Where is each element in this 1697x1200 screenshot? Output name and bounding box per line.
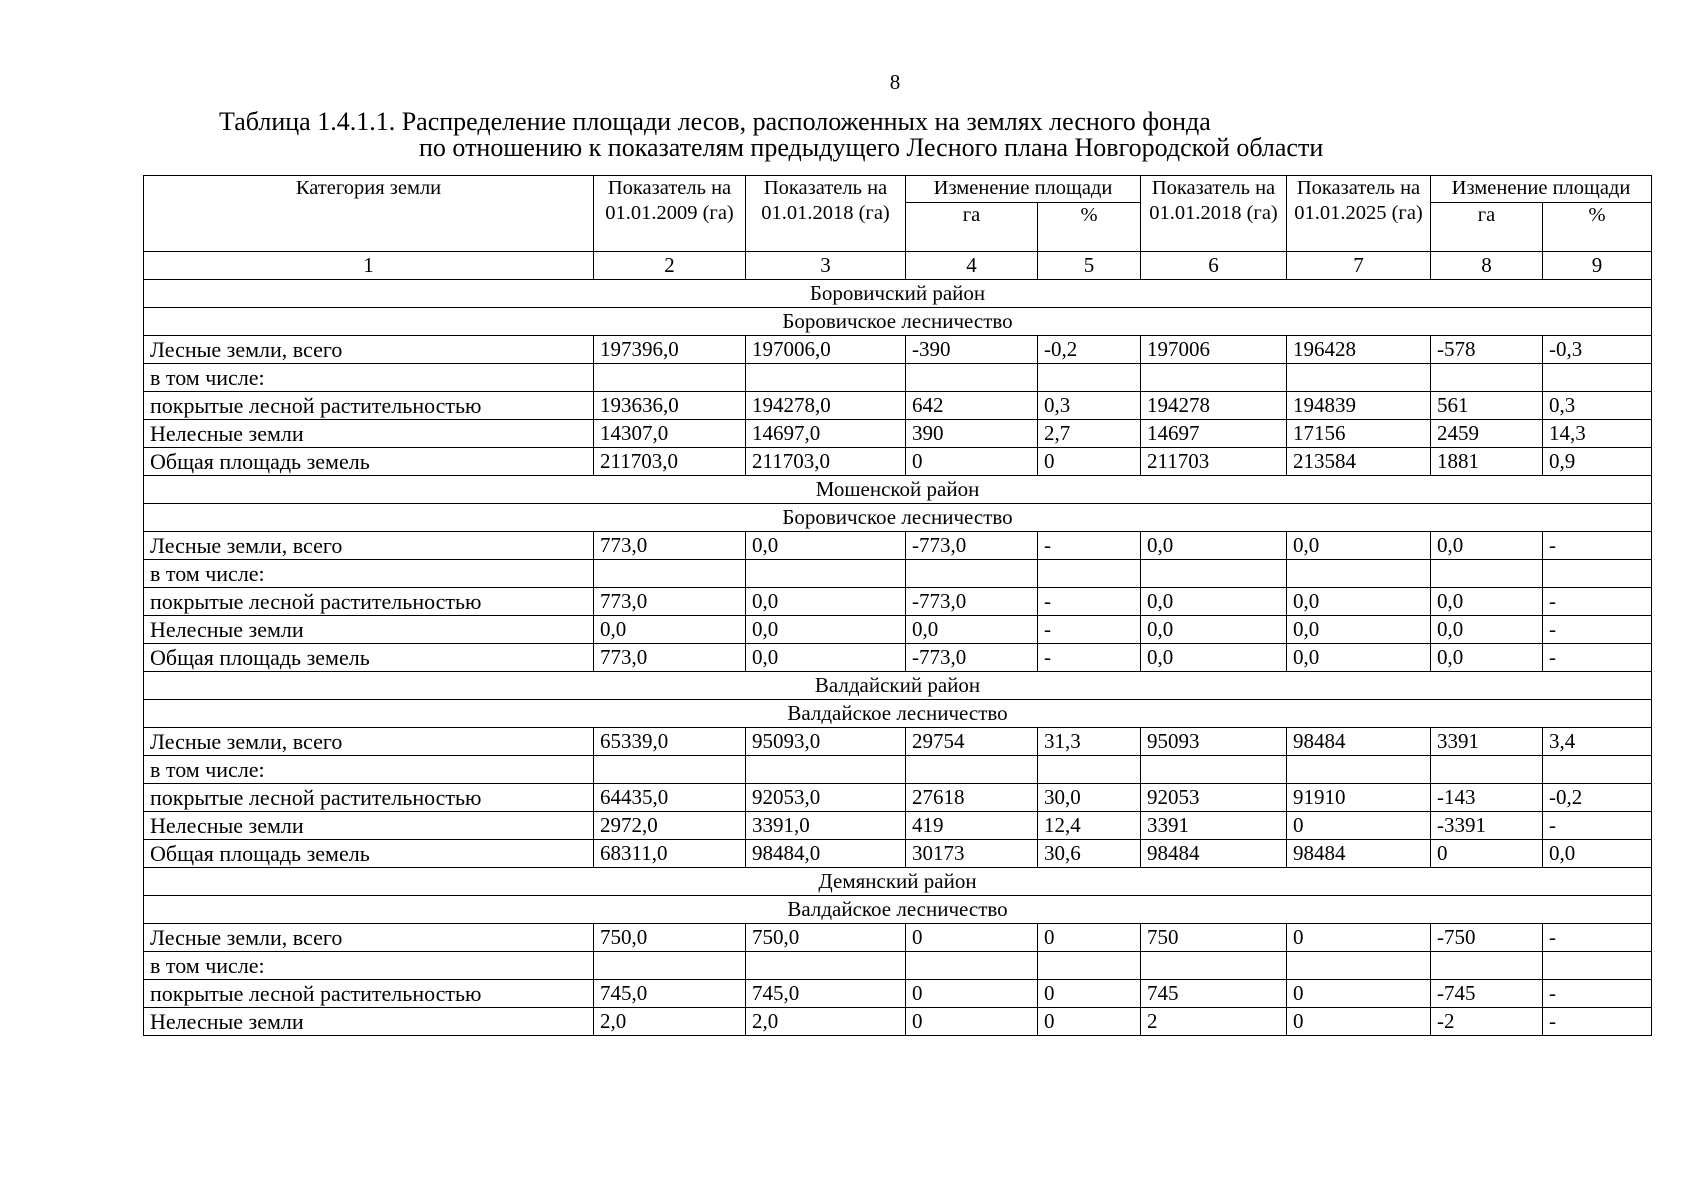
- column-number: 5: [1038, 252, 1141, 280]
- value-cell: -: [1038, 532, 1141, 560]
- value-cell: 0: [1287, 924, 1431, 952]
- value-cell: -: [1038, 616, 1141, 644]
- value-cell: 3,4: [1543, 728, 1652, 756]
- table-row: [144, 644, 1652, 672]
- header-percent-2: %: [1543, 203, 1652, 252]
- value-cell: 0,0: [594, 616, 746, 644]
- district-name: Демянский район: [144, 868, 1652, 896]
- table-row: [144, 952, 1652, 980]
- value-cell: 17156: [1287, 420, 1431, 448]
- forestry-name: Боровичское лесничество: [144, 308, 1652, 336]
- value-cell: 197006: [1141, 336, 1287, 364]
- value-cell: 29754: [906, 728, 1038, 756]
- value-cell: [1543, 952, 1652, 980]
- value-cell: 0,0: [1431, 616, 1543, 644]
- value-cell: [1141, 756, 1287, 784]
- value-cell: 0,0: [1141, 588, 1287, 616]
- value-cell: 0: [1038, 924, 1141, 952]
- header-row: [144, 176, 1652, 203]
- table-row: [144, 1008, 1652, 1036]
- header-indicator-2009: Показатель на 01.01.2009 (га): [594, 176, 746, 252]
- value-cell: 194839: [1287, 392, 1431, 420]
- value-cell: [746, 952, 906, 980]
- table-row: [144, 588, 1652, 616]
- value-cell: [1543, 560, 1652, 588]
- value-cell: 30,6: [1038, 840, 1141, 868]
- value-cell: [594, 952, 746, 980]
- land-category-cell: Лесные земли, всего: [144, 924, 594, 952]
- value-cell: [594, 364, 746, 392]
- value-cell: -: [1543, 980, 1652, 1008]
- value-cell: 2,7: [1038, 420, 1141, 448]
- table-row: [144, 728, 1652, 756]
- forestry-name: Валдайское лесничество: [144, 896, 1652, 924]
- value-cell: [1038, 952, 1141, 980]
- value-cell: [906, 364, 1038, 392]
- forest-area-table: [143, 175, 1652, 1036]
- land-category-cell: Общая площадь земель: [144, 644, 594, 672]
- table-row: [144, 364, 1652, 392]
- value-cell: 0: [1431, 840, 1543, 868]
- value-cell: -3391: [1431, 812, 1543, 840]
- value-cell: 0,0: [1287, 616, 1431, 644]
- value-cell: 0,0: [746, 616, 906, 644]
- value-cell: 745: [1141, 980, 1287, 1008]
- land-category-cell: в том числе:: [144, 952, 594, 980]
- value-cell: [746, 560, 906, 588]
- value-cell: 211703,0: [594, 448, 746, 476]
- land-category-cell: покрытые лесной растительностью: [144, 980, 594, 1008]
- table-row: [144, 532, 1652, 560]
- value-cell: -: [1543, 532, 1652, 560]
- table-row: [144, 784, 1652, 812]
- value-cell: 0: [1038, 448, 1141, 476]
- value-cell: 0: [906, 448, 1038, 476]
- column-number: 6: [1141, 252, 1287, 280]
- value-cell: 98484: [1141, 840, 1287, 868]
- value-cell: 0,0: [1141, 644, 1287, 672]
- value-cell: -: [1543, 924, 1652, 952]
- value-cell: 27618: [906, 784, 1038, 812]
- column-number: 1: [144, 252, 594, 280]
- land-category-cell: Общая площадь земель: [144, 448, 594, 476]
- table-row: [144, 560, 1652, 588]
- header-area-change-2: Изменение площади: [1431, 176, 1652, 203]
- value-cell: 0: [1038, 980, 1141, 1008]
- land-category-cell: Нелесные земли: [144, 812, 594, 840]
- forestry-row: [144, 896, 1652, 924]
- table-row: [144, 616, 1652, 644]
- land-category-cell: в том числе:: [144, 364, 594, 392]
- value-cell: 0: [1287, 1008, 1431, 1036]
- value-cell: 773,0: [594, 588, 746, 616]
- value-cell: 0: [1287, 812, 1431, 840]
- value-cell: 0: [906, 924, 1038, 952]
- value-cell: 0,3: [1038, 392, 1141, 420]
- value-cell: 31,3: [1038, 728, 1141, 756]
- value-cell: 0,9: [1543, 448, 1652, 476]
- value-cell: 0,0: [1431, 588, 1543, 616]
- value-cell: 1881: [1431, 448, 1543, 476]
- value-cell: -773,0: [906, 644, 1038, 672]
- value-cell: 0,0: [1287, 644, 1431, 672]
- table-row: [144, 924, 1652, 952]
- land-category-cell: Нелесные земли: [144, 616, 594, 644]
- forestry-name: Боровичское лесничество: [144, 504, 1652, 532]
- value-cell: 0: [906, 1008, 1038, 1036]
- value-cell: 3391: [1141, 812, 1287, 840]
- district-row: [144, 672, 1652, 700]
- value-cell: 12,4: [1038, 812, 1141, 840]
- value-cell: 0: [906, 980, 1038, 1008]
- value-cell: 213584: [1287, 448, 1431, 476]
- value-cell: 0,0: [1543, 840, 1652, 868]
- value-cell: 0,0: [906, 616, 1038, 644]
- header-ha: га: [906, 203, 1038, 252]
- value-cell: 390: [906, 420, 1038, 448]
- value-cell: -: [1543, 644, 1652, 672]
- district-name: Валдайский район: [144, 672, 1652, 700]
- value-cell: [1431, 952, 1543, 980]
- value-cell: 2: [1141, 1008, 1287, 1036]
- district-row: [144, 280, 1652, 308]
- header-indicator-2018: Показатель на 01.01.2018 (га): [746, 176, 906, 252]
- value-cell: [1543, 756, 1652, 784]
- value-cell: 3391,0: [746, 812, 906, 840]
- value-cell: 773,0: [594, 644, 746, 672]
- value-cell: 0,0: [746, 532, 906, 560]
- value-cell: 14,3: [1543, 420, 1652, 448]
- land-category-cell: в том числе:: [144, 756, 594, 784]
- value-cell: 91910: [1287, 784, 1431, 812]
- value-cell: [1141, 952, 1287, 980]
- header-percent: %: [1038, 203, 1141, 252]
- land-category-cell: Лесные земли, всего: [144, 532, 594, 560]
- value-cell: [1038, 756, 1141, 784]
- value-cell: 65339,0: [594, 728, 746, 756]
- value-cell: 95093,0: [746, 728, 906, 756]
- value-cell: 64435,0: [594, 784, 746, 812]
- value-cell: 561: [1431, 392, 1543, 420]
- value-cell: 0,0: [1431, 644, 1543, 672]
- value-cell: [1543, 364, 1652, 392]
- column-number: 8: [1431, 252, 1543, 280]
- value-cell: 750: [1141, 924, 1287, 952]
- value-cell: [1038, 364, 1141, 392]
- value-cell: 745,0: [746, 980, 906, 1008]
- land-category-cell: Лесные земли, всего: [144, 336, 594, 364]
- value-cell: [1431, 560, 1543, 588]
- value-cell: 419: [906, 812, 1038, 840]
- forestry-name: Валдайское лесничество: [144, 700, 1652, 728]
- value-cell: -2: [1431, 1008, 1543, 1036]
- value-cell: [1141, 364, 1287, 392]
- value-cell: 98484: [1287, 840, 1431, 868]
- value-cell: -0,3: [1543, 336, 1652, 364]
- value-cell: 14697,0: [746, 420, 906, 448]
- value-cell: 30173: [906, 840, 1038, 868]
- value-cell: [906, 952, 1038, 980]
- value-cell: 2,0: [746, 1008, 906, 1036]
- table-row: [144, 420, 1652, 448]
- value-cell: [594, 756, 746, 784]
- value-cell: [1287, 560, 1431, 588]
- value-cell: [906, 560, 1038, 588]
- header-category: Категория земли: [144, 176, 594, 252]
- value-cell: 68311,0: [594, 840, 746, 868]
- value-cell: -390: [906, 336, 1038, 364]
- value-cell: 0,0: [746, 644, 906, 672]
- value-cell: 0: [1287, 980, 1431, 1008]
- value-cell: 750,0: [746, 924, 906, 952]
- land-category-cell: покрытые лесной растительностью: [144, 588, 594, 616]
- district-row: [144, 868, 1652, 896]
- column-number: 4: [906, 252, 1038, 280]
- value-cell: 0: [1038, 1008, 1141, 1036]
- value-cell: [1287, 952, 1431, 980]
- header-indicator-2025: Показатель на 01.01.2025 (га): [1287, 176, 1431, 252]
- district-row: [144, 476, 1652, 504]
- header-indicator-2018-b: Показатель на 01.01.2018 (га): [1141, 176, 1287, 252]
- value-cell: [1431, 364, 1543, 392]
- value-cell: -: [1543, 616, 1652, 644]
- value-cell: 92053,0: [746, 784, 906, 812]
- table-body: [144, 252, 1652, 1036]
- table-title-line-1: Таблица 1.4.1.1. Распределение площади лесов, расположенных на землях лесного фонда: [219, 107, 1211, 136]
- value-cell: 0,0: [1287, 588, 1431, 616]
- value-cell: [746, 756, 906, 784]
- value-cell: 14697: [1141, 420, 1287, 448]
- table-row: [144, 336, 1652, 364]
- value-cell: 193636,0: [594, 392, 746, 420]
- column-number: 2: [594, 252, 746, 280]
- value-cell: -: [1543, 812, 1652, 840]
- table-row: [144, 392, 1652, 420]
- value-cell: 2459: [1431, 420, 1543, 448]
- value-cell: [746, 364, 906, 392]
- value-cell: 14307,0: [594, 420, 746, 448]
- value-cell: -: [1543, 1008, 1652, 1036]
- value-cell: 194278,0: [746, 392, 906, 420]
- table-row: [144, 980, 1652, 1008]
- value-cell: -0,2: [1543, 784, 1652, 812]
- land-category-cell: Нелесные земли: [144, 420, 594, 448]
- column-number: 7: [1287, 252, 1431, 280]
- value-cell: [906, 756, 1038, 784]
- land-category-cell: Лесные земли, всего: [144, 728, 594, 756]
- land-category-cell: Нелесные земли: [144, 1008, 594, 1036]
- value-cell: 211703,0: [746, 448, 906, 476]
- table-row: [144, 448, 1652, 476]
- table-row: [144, 756, 1652, 784]
- value-cell: 0,3: [1543, 392, 1652, 420]
- value-cell: -773,0: [906, 532, 1038, 560]
- value-cell: 2972,0: [594, 812, 746, 840]
- value-cell: 745,0: [594, 980, 746, 1008]
- value-cell: 3391: [1431, 728, 1543, 756]
- value-cell: 197006,0: [746, 336, 906, 364]
- value-cell: 98484: [1287, 728, 1431, 756]
- value-cell: [594, 560, 746, 588]
- value-cell: 0,0: [746, 588, 906, 616]
- value-cell: -143: [1431, 784, 1543, 812]
- district-name: Боровичский район: [144, 280, 1652, 308]
- header-area-change: Изменение площади: [906, 176, 1141, 203]
- value-cell: -: [1038, 588, 1141, 616]
- value-cell: 0,0: [1141, 616, 1287, 644]
- table-row: [144, 812, 1652, 840]
- land-category-cell: в том числе:: [144, 560, 594, 588]
- value-cell: [1287, 756, 1431, 784]
- column-number-row: [144, 252, 1652, 280]
- table-row: [144, 840, 1652, 868]
- value-cell: 92053: [1141, 784, 1287, 812]
- table-title-line-2: по отношению к показателям предыдущего Лесного плана Новгородской области: [419, 133, 1324, 162]
- value-cell: [1141, 560, 1287, 588]
- value-cell: 194278: [1141, 392, 1287, 420]
- value-cell: 98484,0: [746, 840, 906, 868]
- forestry-row: [144, 308, 1652, 336]
- forestry-row: [144, 700, 1652, 728]
- column-number: 9: [1543, 252, 1652, 280]
- value-cell: 0,0: [1287, 532, 1431, 560]
- value-cell: [1431, 756, 1543, 784]
- district-name: Мошенской район: [144, 476, 1652, 504]
- land-category-cell: покрытые лесной растительностью: [144, 392, 594, 420]
- value-cell: [1038, 560, 1141, 588]
- value-cell: 196428: [1287, 336, 1431, 364]
- value-cell: [1287, 364, 1431, 392]
- value-cell: -0,2: [1038, 336, 1141, 364]
- value-cell: 30,0: [1038, 784, 1141, 812]
- column-number: 3: [746, 252, 906, 280]
- page-number: 8: [889, 70, 901, 94]
- value-cell: -: [1543, 588, 1652, 616]
- value-cell: -: [1038, 644, 1141, 672]
- value-cell: 2,0: [594, 1008, 746, 1036]
- value-cell: 750,0: [594, 924, 746, 952]
- forestry-row: [144, 504, 1652, 532]
- value-cell: 0,0: [1431, 532, 1543, 560]
- value-cell: 197396,0: [594, 336, 746, 364]
- value-cell: 0,0: [1141, 532, 1287, 560]
- land-category-cell: покрытые лесной растительностью: [144, 784, 594, 812]
- land-category-cell: Общая площадь земель: [144, 840, 594, 868]
- value-cell: 773,0: [594, 532, 746, 560]
- value-cell: 95093: [1141, 728, 1287, 756]
- value-cell: 642: [906, 392, 1038, 420]
- value-cell: -773,0: [906, 588, 1038, 616]
- value-cell: 211703: [1141, 448, 1287, 476]
- value-cell: -578: [1431, 336, 1543, 364]
- value-cell: -745: [1431, 980, 1543, 1008]
- value-cell: -750: [1431, 924, 1543, 952]
- header-ha-2: га: [1431, 203, 1543, 252]
